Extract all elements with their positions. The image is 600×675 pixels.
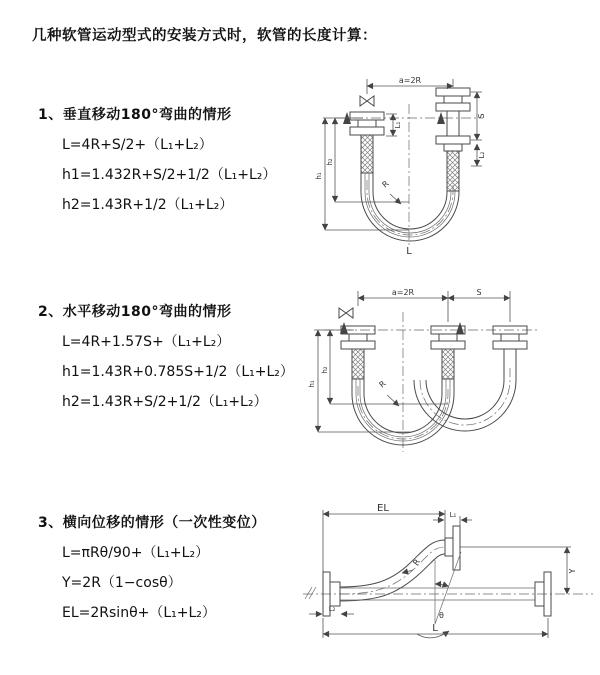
formula-h2: h2=1.43R+S/2+1/2（L₁+L₂）: [62, 394, 268, 410]
flange-neck: [444, 144, 462, 151]
displaced-flange: [445, 526, 460, 570]
braided-section: [361, 135, 373, 173]
section-vertical-movement: [38, 100, 318, 220]
page-title: 几种软管运动型式的安装方式时，软管的长度计算：: [32, 28, 377, 44]
u-bend-displaced: [414, 362, 516, 431]
dim-label-h2: h₂: [321, 366, 329, 374]
formula-length: L=4R+1.57S+（L₁+L₂）: [62, 334, 231, 350]
dim-label-h1: h₁: [315, 172, 323, 180]
dim-label-a2r: a=2R: [391, 288, 415, 297]
dim-label-l2: L₂: [328, 605, 336, 613]
angle-construction: [417, 552, 461, 638]
formula-length: L=4R+S/2+（L₁+L₂）: [62, 137, 213, 153]
formula-h1: h1=1.432R+S/2+1/2（L₁+L₂）: [62, 167, 277, 183]
radius-label: R: [411, 557, 422, 568]
flange-plate: [350, 112, 384, 120]
length-label: L: [406, 246, 412, 255]
section-3-heading: 3、横向位移的情形（一次性变位）: [38, 515, 266, 531]
u-bend-hose: [361, 173, 459, 241]
dim-label-l2: L₂: [478, 151, 486, 159]
section-1-heading: 1、垂直移动180°弯曲的情形: [38, 107, 232, 123]
flange-plate: [350, 127, 384, 135]
flange-plate: [436, 88, 470, 96]
dim-label-s: S: [476, 288, 482, 297]
pipe-walls: [447, 111, 459, 136]
dim-label-s: S: [477, 113, 486, 119]
radius-label: R: [380, 179, 391, 190]
formula-h2: h2=1.43R+1/2（L₁+L₂）: [62, 197, 234, 213]
diagram-horizontal-180-bend: [298, 282, 598, 457]
section-2-heading: 2、水平移动180°弯曲的情形: [38, 304, 232, 320]
dim-label-a2r: a=2R: [398, 76, 422, 85]
formula-length: L=πRθ/90+（L₁+L₂）: [62, 545, 210, 561]
radius-label: R: [377, 379, 388, 390]
radius-arrow: [390, 194, 401, 204]
extension-lines: [358, 291, 510, 322]
dim-label-theta: θ: [439, 611, 444, 620]
right-hose-end: [436, 88, 470, 191]
dim-label-l: L: [432, 623, 438, 634]
section-horizontal-movement: [38, 297, 318, 417]
valve-symbol-icon: [360, 96, 374, 106]
braided-section: [352, 349, 364, 379]
valve-symbol-icon: [339, 308, 353, 318]
dim-label-h2: h₂: [326, 158, 334, 166]
flange-neck: [358, 120, 376, 127]
s-curve-hose: [340, 540, 445, 601]
diagram-vertical-180-bend: [305, 70, 595, 255]
dim-label-el: EL: [377, 503, 389, 514]
dim-label-h1: h₁: [308, 380, 316, 388]
diagram-lateral-displacement: [295, 502, 600, 652]
braided-section: [442, 349, 454, 379]
section-lateral-displacement: [38, 508, 318, 628]
break-symbol-icon: [305, 587, 316, 599]
displaced-hose-end: [493, 326, 527, 362]
flange-neck: [444, 96, 462, 103]
dim-label-l1: L₁: [449, 511, 457, 519]
formula-el: EL=2Rsinθ+（L₁+L₂）: [62, 605, 216, 621]
formula-y: Y=2R（1−cosθ）: [62, 575, 182, 591]
flange-plate: [436, 136, 470, 144]
dim-label-l1: L₁: [394, 121, 402, 129]
up-arrow-icon: [456, 322, 464, 334]
flange-plate: [436, 103, 470, 111]
left-hose-end: [350, 112, 384, 173]
dim-label-y: Y: [568, 568, 577, 574]
pipe-walls: [504, 349, 516, 362]
formula-h1: h1=1.43R+0.785S+1/2（L₁+L₂）: [62, 364, 294, 380]
